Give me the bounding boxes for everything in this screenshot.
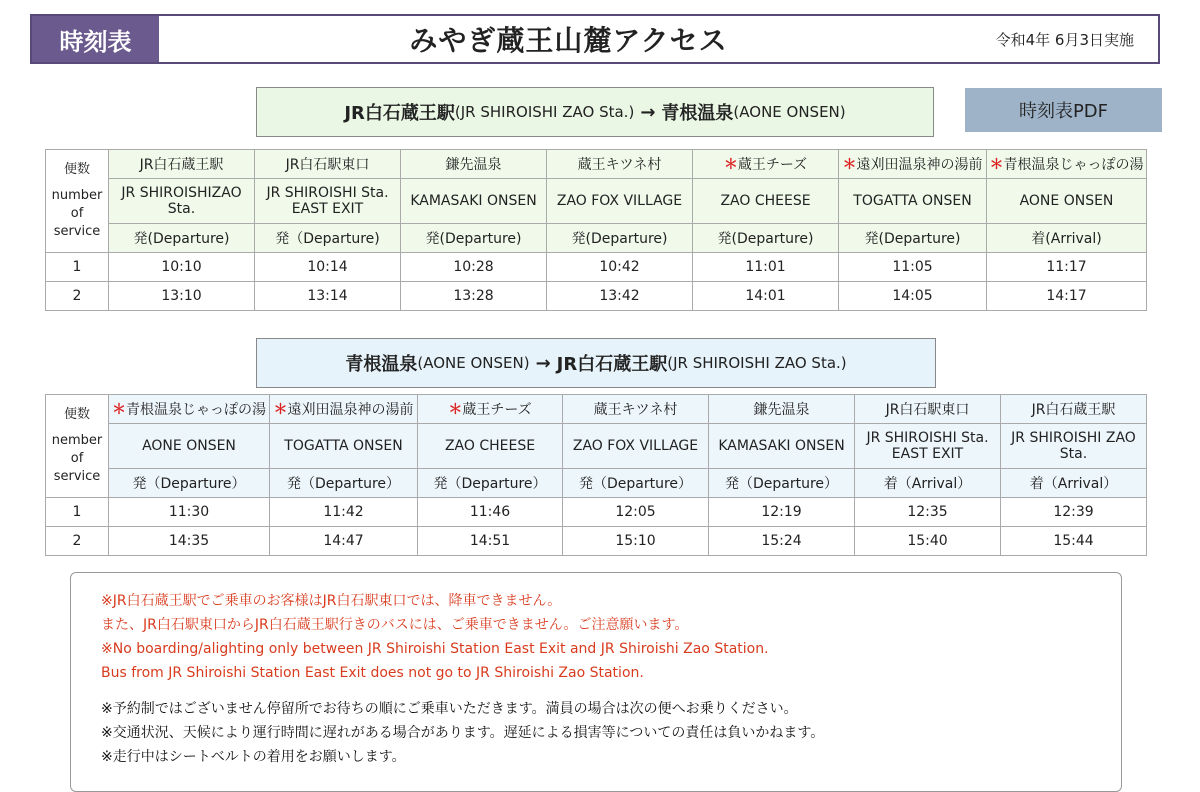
stop-name-en: KAMASAKI ONSEN	[401, 179, 547, 224]
stop-name-jp	[987, 150, 1147, 179]
stop-type: 発（Departure）	[709, 469, 855, 498]
route-from-jp: JR白石蔵王駅	[344, 103, 455, 124]
stop-name-jp-text: 遠刈田温泉神の湯前	[856, 157, 983, 173]
stop-type: 発（Departure)	[255, 224, 401, 253]
table-row	[46, 282, 1147, 311]
stop-name-jp	[855, 395, 1001, 424]
time-cell: 11:01	[693, 253, 839, 282]
note-warning: ※JR白石蔵王駅でご乗車のお客様はJR白石駅東口では、降車できません。	[101, 593, 562, 609]
time-cell: 14:47	[270, 527, 418, 556]
time-cell: 12:05	[563, 498, 709, 527]
route-to-en: (JR SHIROISHI ZAO Sta.)	[667, 354, 847, 372]
stop-name-jp	[563, 395, 709, 424]
stop-type: 発（Departure）	[270, 469, 418, 498]
stop-name-en-row	[46, 179, 1147, 224]
note-info: ※予約制ではございません停留所でお待ちの順にご乗車いただきます。満員の場合は次の便へお乗りください。	[101, 701, 798, 717]
star-mark: ＊	[273, 402, 288, 418]
route-to-jp: 青根温泉	[661, 103, 734, 124]
stop-type: 発(Departure)	[839, 224, 987, 253]
timetable-outbound	[45, 149, 1147, 311]
table-row	[46, 498, 1147, 527]
route-from-en: (JR SHIROISHI ZAO Sta.)	[454, 103, 635, 121]
stop-type: 発(Departure)	[693, 224, 839, 253]
stop-type: 着（Arrival）	[1001, 469, 1147, 498]
stop-name-en: JR SHIROISHI Sta. EAST EXIT	[255, 179, 401, 224]
stop-type: 発(Departure)	[547, 224, 693, 253]
time-cell: 13:28	[401, 282, 547, 311]
stop-name-jp	[418, 395, 563, 424]
time-cell: 13:42	[547, 282, 693, 311]
service-label-jp: 便数	[63, 407, 90, 422]
stop-type: 発（Departure）	[563, 469, 709, 498]
note-info: ※交通状況、天候により運行時間に遅れがある場合があります。遅延による損害等についての責任は負いかねます。	[101, 725, 825, 741]
table-row	[46, 253, 1147, 282]
time-cell: 15:10	[563, 527, 709, 556]
stop-type: 着(Arrival)	[987, 224, 1147, 253]
stop-name-jp	[401, 150, 547, 179]
stop-type-row	[46, 224, 1147, 253]
time-cell: 11:46	[418, 498, 563, 527]
page-header	[30, 14, 1160, 64]
time-cell: 14:35	[109, 527, 270, 556]
star-mark: ＊	[989, 157, 1004, 173]
star-mark: ＊	[112, 402, 126, 418]
stop-name-jp	[255, 150, 401, 179]
stop-name-jp-text: JR白石駅東口	[285, 157, 370, 173]
service-label-en: nember of service	[51, 433, 103, 484]
route-banner-outbound	[256, 87, 934, 137]
time-cell: 15:24	[709, 527, 855, 556]
service-number: 2	[46, 527, 109, 556]
time-cell: 10:28	[401, 253, 547, 282]
stop-type: 着（Arrival）	[855, 469, 1001, 498]
time-cell: 11:42	[270, 498, 418, 527]
time-cell: 10:14	[255, 253, 401, 282]
star-mark: ＊	[842, 157, 857, 173]
time-cell: 12:35	[855, 498, 1001, 527]
route-to-jp: JR白石蔵王駅	[556, 354, 668, 375]
stop-name-en: ZAO CHEESE	[693, 179, 839, 224]
stop-name-jp-text: 青根温泉じゃっぽの湯	[1003, 157, 1144, 173]
stop-name-jp	[839, 150, 987, 179]
stop-name-row	[46, 395, 1147, 424]
route-arrow: →	[535, 352, 551, 374]
stop-name-en: JR SHIROISHI ZAO Sta.	[1001, 424, 1147, 469]
stop-name-en: ZAO FOX VILLAGE	[563, 424, 709, 469]
service-number: 1	[46, 498, 109, 527]
stop-name-jp-text: 鎌先温泉	[445, 157, 502, 173]
time-cell: 14:01	[693, 282, 839, 311]
stop-name-en: TOGATTA ONSEN	[839, 179, 987, 224]
stop-name-jp-text: 蔵王チーズ	[462, 402, 532, 418]
service-header	[46, 150, 109, 253]
stop-name-en: ZAO CHEESE	[418, 424, 563, 469]
stop-name-jp-text: 遠刈田温泉神の湯前	[287, 402, 414, 418]
stop-name-jp	[109, 395, 270, 424]
star-mark: ＊	[723, 157, 738, 173]
star-mark: ＊	[448, 402, 463, 418]
stop-name-jp	[709, 395, 855, 424]
service-number: 2	[46, 282, 109, 311]
route-to-en: (AONE ONSEN)	[733, 103, 846, 121]
service-label-jp: 便数	[63, 162, 90, 177]
stop-name-jp	[693, 150, 839, 179]
time-cell: 11:17	[987, 253, 1147, 282]
stop-name-jp-text: 蔵王キツネ村	[593, 402, 678, 418]
timetable-pdf-button[interactable]: 時刻表PDF	[965, 88, 1162, 132]
stop-type-row	[46, 469, 1147, 498]
stop-name-en: JR SHIROISHIZAO Sta.	[109, 179, 255, 224]
stop-type: 発（Departure）	[109, 469, 270, 498]
time-cell: 12:19	[709, 498, 855, 527]
stop-name-jp-text: 蔵王キツネ村	[577, 157, 662, 173]
stop-name-jp-text: JR白石蔵王駅	[139, 157, 224, 173]
stop-type: 発（Departure）	[418, 469, 563, 498]
stop-name-jp	[1001, 395, 1147, 424]
effective-date: 令和4年 6月3日実施	[995, 30, 1134, 49]
page-title: みやぎ蔵王山麓アクセス	[409, 24, 728, 57]
stop-name-jp	[270, 395, 418, 424]
stop-name-jp	[547, 150, 693, 179]
time-cell: 10:42	[547, 253, 693, 282]
time-cell: 13:14	[255, 282, 401, 311]
service-header	[46, 395, 109, 498]
time-cell: 14:51	[418, 527, 563, 556]
note-info: ※走行中はシートベルトの着用をお願いします。	[101, 749, 406, 765]
time-cell: 12:39	[1001, 498, 1147, 527]
stop-name-jp	[109, 150, 255, 179]
time-cell: 14:17	[987, 282, 1147, 311]
time-cell: 15:40	[855, 527, 1001, 556]
stop-name-jp-text: JR白石蔵王駅	[1031, 402, 1116, 418]
route-from-jp: 青根温泉	[345, 354, 418, 375]
time-cell: 11:05	[839, 253, 987, 282]
time-cell: 14:05	[839, 282, 987, 311]
route-from-en: (AONE ONSEN)	[417, 354, 530, 372]
stop-name-jp-text: 蔵王チーズ	[737, 157, 808, 173]
stop-name-row	[46, 150, 1147, 179]
stop-type: 発(Departure)	[109, 224, 255, 253]
time-cell: 13:10	[109, 282, 255, 311]
time-cell: 11:30	[109, 498, 270, 527]
route-banner-return	[256, 338, 936, 388]
stop-name-jp-text: JR白石駅東口	[885, 402, 970, 418]
time-cell: 10:10	[109, 253, 255, 282]
stop-name-jp-text: 青根温泉じゃっぽの湯	[126, 402, 266, 418]
stop-name-en-row	[46, 424, 1147, 469]
service-number: 1	[46, 253, 109, 282]
timetable-tag: 時刻表	[32, 16, 159, 62]
note-warning: また、JR白石駅東口からJR白石蔵王駅行きのバスには、ご乗車できません。ご注意願います。	[101, 617, 689, 633]
service-label-en: number of service	[51, 188, 103, 239]
notes-box	[70, 572, 1122, 792]
stop-name-en: AONE ONSEN	[987, 179, 1147, 224]
stop-name-en: AONE ONSEN	[109, 424, 270, 469]
stop-name-en: ZAO FOX VILLAGE	[547, 179, 693, 224]
stop-name-en: TOGATTA ONSEN	[270, 424, 418, 469]
timetable-return	[45, 394, 1147, 556]
stop-name-jp-text: 鎌先温泉	[753, 402, 810, 418]
note-warning: Bus from JR Shiroishi Station East Exit does not go to JR Shiroishi Zao Station.	[101, 665, 644, 681]
stop-type: 発(Departure)	[401, 224, 547, 253]
stop-name-en: KAMASAKI ONSEN	[709, 424, 855, 469]
note-warning: ※No boarding/alighting only between JR Shiroishi Station East Exit and JR Shiroishi Zao Station.	[101, 641, 769, 657]
table-row	[46, 527, 1147, 556]
stop-name-en: JR SHIROISHI Sta. EAST EXIT	[855, 424, 1001, 469]
time-cell: 15:44	[1001, 527, 1147, 556]
route-arrow: →	[640, 101, 656, 123]
